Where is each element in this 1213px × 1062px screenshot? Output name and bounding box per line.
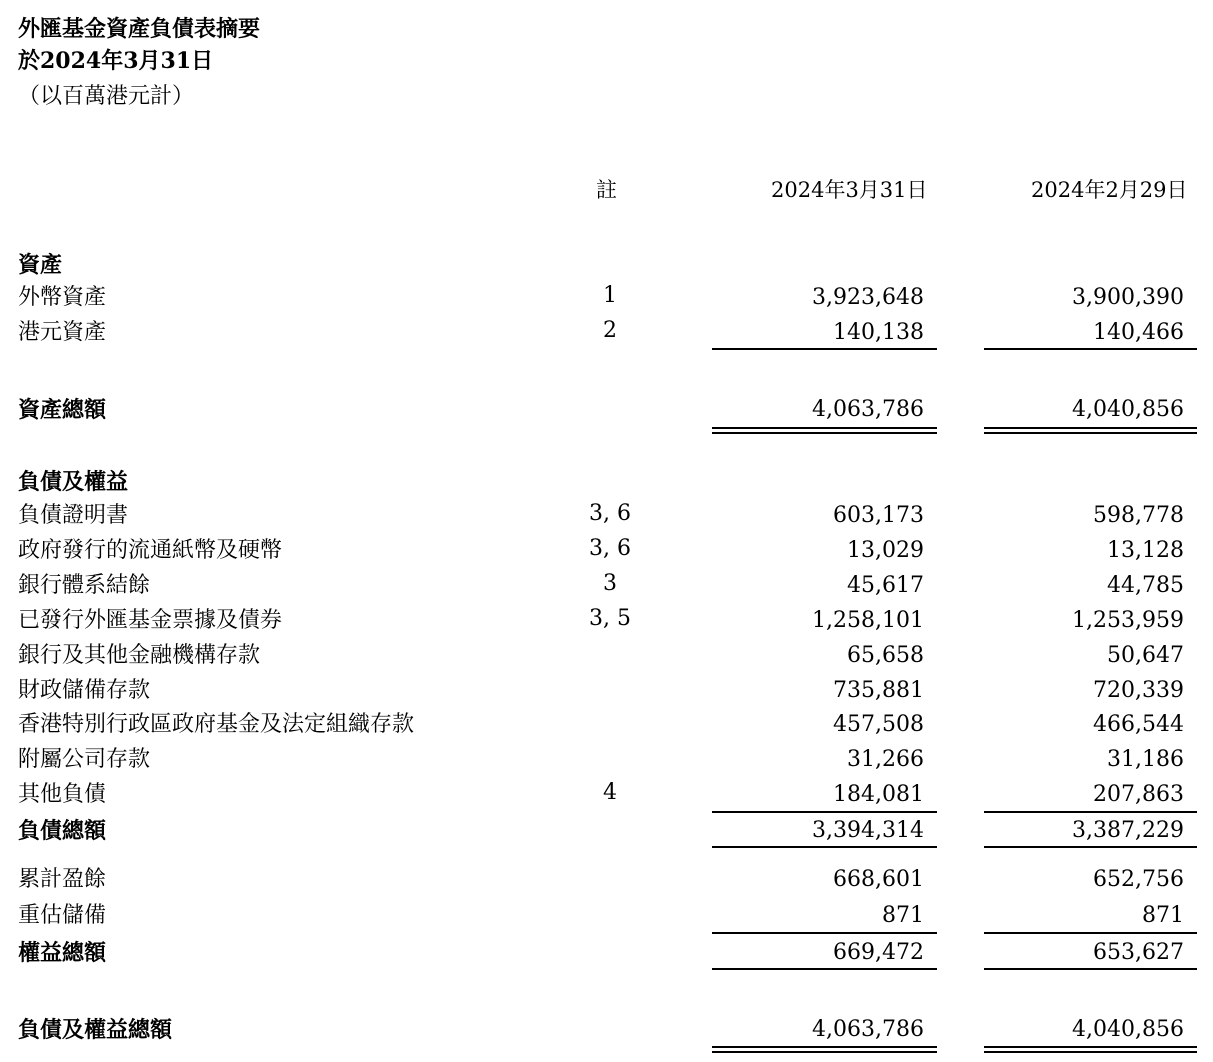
column-header-note: 註: [596, 178, 617, 202]
table-row: [0, 901, 1213, 931]
total-label: 資產總額: [18, 397, 107, 423]
row-note: 3, 5: [589, 606, 631, 631]
table-row: [0, 745, 1213, 775]
subtotal-rule: [712, 932, 937, 934]
subtotal-rule: [984, 932, 1197, 934]
total-row-assets: [0, 395, 1213, 425]
row-value-current: 871: [882, 903, 924, 928]
row-label: 已發行外匯基金票據及債券: [18, 608, 283, 633]
report-date: 於2024年3月31日: [18, 48, 214, 74]
table-row: [0, 501, 1213, 531]
subtotal-rule: [712, 968, 937, 970]
row-value-current: 457,508: [833, 712, 924, 737]
row-value-prior: 1,253,959: [1072, 608, 1184, 633]
total-label: 負債總額: [18, 818, 107, 844]
table-row: [0, 710, 1213, 740]
row-value-prior: 31,186: [1107, 747, 1184, 772]
row-value-prior: 871: [1142, 903, 1184, 928]
table-row: [0, 571, 1213, 601]
grand-total-row: [0, 1015, 1213, 1045]
row-value-prior: 140,466: [1093, 320, 1184, 345]
subtotal-rule: [984, 348, 1197, 350]
table-row: [0, 641, 1213, 671]
row-value-prior: 207,863: [1093, 782, 1184, 807]
subtotal-rule: [984, 811, 1197, 813]
grand-total-label: 負債及權益總額: [18, 1017, 173, 1043]
subtotal-rule: [712, 811, 937, 813]
row-label: 其他負債: [18, 782, 107, 807]
row-note: 3: [603, 571, 617, 596]
row-label: 重估儲備: [18, 903, 107, 928]
column-header-prior: 2024年2月29日: [1031, 178, 1188, 202]
table-row: [0, 676, 1213, 706]
row-label: 港元資產: [18, 320, 107, 345]
total-double-rule: [712, 427, 937, 434]
table-row: [0, 865, 1213, 895]
section-heading-label: 負債及權益: [18, 469, 129, 495]
row-value-current: 1,258,101: [812, 608, 924, 633]
total-value-current: 4,063,786: [812, 397, 924, 422]
total-value-current: 669,472: [833, 940, 924, 965]
total-value-prior: 4,040,856: [1072, 397, 1184, 422]
row-value-current: 140,138: [833, 320, 924, 345]
row-label: 銀行及其他金融機構存款: [18, 643, 261, 668]
row-note: 4: [603, 780, 617, 805]
section-heading-liabilities: [0, 467, 1213, 497]
row-value-current: 3,923,648: [812, 285, 924, 310]
table-row: [0, 780, 1213, 810]
report-title: 外匯基金資產負債表摘要: [18, 16, 261, 42]
grand-total-value-current: 4,063,786: [812, 1017, 924, 1042]
row-value-current: 65,658: [847, 643, 924, 668]
grand-total-value-prior: 4,040,856: [1072, 1017, 1184, 1042]
total-label: 權益總額: [18, 940, 107, 966]
table-row: [0, 606, 1213, 636]
row-value-current: 735,881: [833, 678, 924, 703]
row-value-prior: 13,128: [1107, 538, 1184, 563]
column-header-current: 2024年3月31日: [771, 178, 928, 202]
row-value-prior: 720,339: [1093, 678, 1184, 703]
row-note: 2: [603, 318, 617, 343]
report-unit: （以百萬港元計）: [18, 84, 195, 109]
table-row: [0, 536, 1213, 566]
table-row: [0, 318, 1213, 348]
section-heading-label: 資產: [18, 252, 63, 278]
total-row-equity: [0, 938, 1213, 968]
row-value-current: 31,266: [847, 747, 924, 772]
grand-total-double-rule: [984, 1046, 1197, 1053]
subtotal-rule: [984, 846, 1197, 848]
row-label: 附屬公司存款: [18, 747, 151, 772]
total-row-liabilities: [0, 816, 1213, 846]
row-value-current: 184,081: [833, 782, 924, 807]
row-value-prior: 598,778: [1093, 503, 1184, 528]
total-value-prior: 3,387,229: [1072, 818, 1184, 843]
row-value-prior: 3,900,390: [1072, 285, 1184, 310]
total-value-current: 3,394,314: [812, 818, 924, 843]
row-value-prior: 50,647: [1107, 643, 1184, 668]
total-double-rule: [984, 427, 1197, 434]
total-value-prior: 653,627: [1093, 940, 1184, 965]
row-label: 財政儲備存款: [18, 678, 151, 703]
subtotal-rule: [984, 968, 1197, 970]
row-note: 1: [603, 283, 617, 308]
row-value-current: 603,173: [833, 503, 924, 528]
row-value-current: 13,029: [847, 538, 924, 563]
row-value-prior: 466,544: [1093, 712, 1184, 737]
table-row: [0, 283, 1213, 313]
row-note: 3, 6: [589, 501, 631, 526]
row-value-prior: 652,756: [1093, 867, 1184, 892]
grand-total-double-rule: [712, 1046, 937, 1053]
row-label: 外幣資產: [18, 285, 107, 310]
row-label: 負債證明書: [18, 503, 129, 528]
section-heading-assets: [0, 250, 1213, 280]
row-value-prior: 44,785: [1107, 573, 1184, 598]
subtotal-rule: [712, 846, 937, 848]
row-label: 銀行體系結餘: [18, 573, 151, 598]
row-value-current: 45,617: [847, 573, 924, 598]
subtotal-rule: [712, 348, 937, 350]
row-label: 政府發行的流通紙幣及硬幣: [18, 538, 283, 563]
row-note: 3, 6: [589, 536, 631, 561]
row-label: 香港特別行政區政府基金及法定組織存款: [18, 712, 415, 737]
row-value-current: 668,601: [833, 867, 924, 892]
row-label: 累計盈餘: [18, 867, 107, 892]
